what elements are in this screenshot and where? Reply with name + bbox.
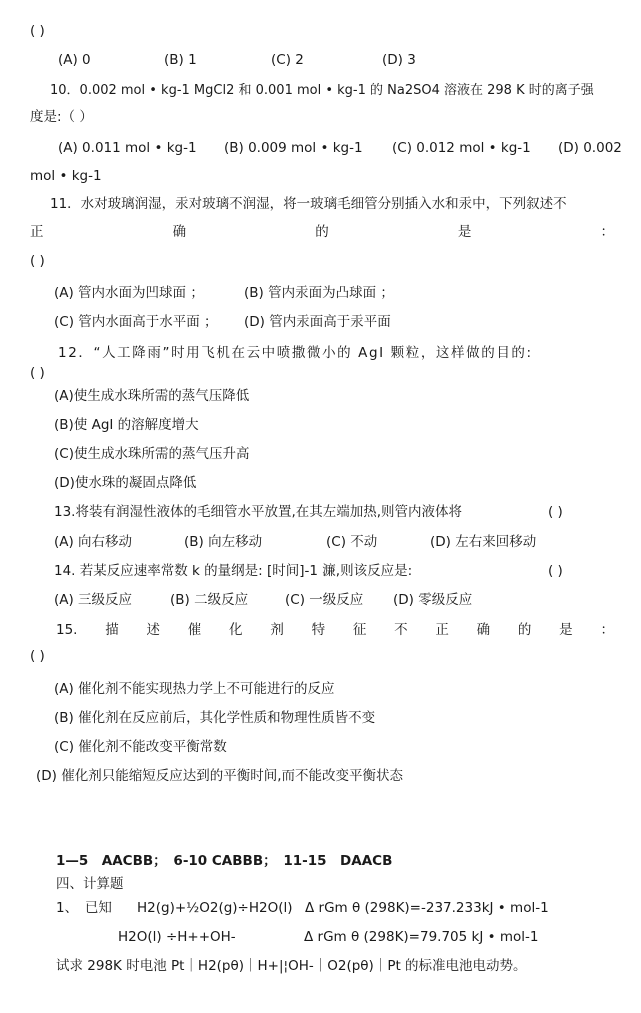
q15-word: 是 bbox=[559, 622, 573, 638]
q13-option-c: (C) 不动 bbox=[326, 534, 378, 550]
q10-stem-line1: 10．0.002 mol • kg-1 MgCl2 和 0.001 mol • kg-1 的 Na2SO4 溶液在 298 K 时的离子强 bbox=[50, 83, 594, 98]
q12-option-b: (B)使 AgI 的溶解度增大 bbox=[54, 417, 199, 433]
q9-option-c: (C) 2 bbox=[271, 52, 304, 68]
q11-word: 确 bbox=[172, 224, 187, 240]
section-heading: 四、计算题 bbox=[56, 876, 124, 892]
q15-stem-line1 bbox=[56, 621, 614, 639]
q15-answer-paren: ( ) bbox=[30, 648, 45, 664]
calc-q1-label: 1、 已知 bbox=[56, 900, 112, 916]
q15-word: 15. bbox=[56, 622, 78, 638]
q15-word: 描 bbox=[105, 622, 119, 638]
q12-option-d: (D)使水珠的凝固点降低 bbox=[54, 475, 197, 491]
q15-word: 确 bbox=[476, 622, 491, 638]
calc-q1-gibbs1: Δ rGm θ (298K)=-237.233kJ • mol-1 bbox=[305, 900, 549, 916]
q9-option-d: (D) 3 bbox=[382, 52, 416, 68]
q9-answer-paren: ( ) bbox=[30, 23, 45, 39]
q15-word: ： bbox=[600, 622, 614, 638]
q10-option-b: (B) 0.009 mol • kg-1 bbox=[224, 140, 363, 156]
q11-option-a: (A) 管内水面为凹球面 ； bbox=[54, 285, 204, 301]
q15-word: 不 bbox=[394, 622, 408, 638]
q15-word: 述 bbox=[146, 622, 161, 638]
q11-stem-line2 bbox=[30, 223, 614, 241]
q15-word: 剂 bbox=[270, 622, 284, 638]
calc-q1-gibbs2: Δ rGm θ (298K)=79.705 kJ • mol-1 bbox=[304, 929, 539, 945]
q11-option-b: (B) 管内汞面为凸球面 ； bbox=[244, 285, 394, 301]
q10-option-a: (A) 0.011 mol • kg-1 bbox=[58, 140, 197, 156]
q10-option-d-unit: mol • kg-1 bbox=[30, 168, 102, 184]
q14-option-b: (B) 二级反应 bbox=[170, 592, 249, 608]
q15-option-a: (A) 催化剂不能实现热力学上不可能进行的反应 bbox=[54, 681, 335, 697]
q11-option-c: (C) 管内水面高于水平面 ； bbox=[54, 314, 218, 330]
q13-option-a: (A) 向右移动 bbox=[54, 534, 133, 550]
q15-word: 正 bbox=[435, 622, 449, 638]
q12-option-a: (A)使生成水珠所需的蒸气压降低 bbox=[54, 388, 250, 404]
q14-option-a: (A) 三级反应 bbox=[54, 592, 133, 608]
q11-stem-line1: 11．水对玻璃润湿，汞对玻璃不润湿，将一玻璃毛细管分别插入水和汞中，下列叙述不 bbox=[50, 196, 567, 212]
q12-answer-paren: ( ) bbox=[30, 365, 45, 381]
calc-q1-reaction1: H2(g)+½O2(g)÷H2O(l) bbox=[137, 900, 293, 916]
q15-word: 催 bbox=[187, 622, 202, 638]
q13-stem: 13.将装有润湿性液体的毛细管水平放置,在其左端加热,则管内液体将 bbox=[54, 504, 463, 520]
q15-option-d: (D) 催化剂只能缩短反应达到的平衡时间,而不能改变平衡状态 bbox=[36, 768, 404, 784]
q15-word: 的 bbox=[517, 622, 532, 638]
q10-stem-line2: 度是:（ ） bbox=[30, 109, 93, 125]
q11-word: 的 bbox=[315, 224, 329, 240]
q9-option-b: (B) 1 bbox=[164, 52, 197, 68]
answer-key: 1—5 AACBB； 6-10 CABBB； 11-15 DAACB bbox=[56, 853, 393, 869]
q14-answer-paren: ( ) bbox=[548, 563, 563, 579]
q11-word: 是 bbox=[457, 224, 472, 240]
q14-option-c: (C) 一级反应 bbox=[285, 592, 364, 608]
q15-option-c: (C) 催化剂不能改变平衡常数 bbox=[54, 739, 227, 755]
calc-q1-reaction2: H2O(l) ÷H++OH- bbox=[118, 929, 236, 945]
q11-option-d: (D) 管内汞面高于汞平面 bbox=[244, 314, 391, 330]
q11-answer-paren: ( ) bbox=[30, 253, 45, 269]
q13-option-b: (B) 向左移动 bbox=[184, 534, 263, 550]
q13-answer-paren: ( ) bbox=[548, 504, 563, 520]
q15-word: 征 bbox=[352, 622, 367, 638]
q9-option-a: (A) 0 bbox=[58, 52, 91, 68]
q15-word: 特 bbox=[311, 622, 326, 638]
q13-option-d: (D) 左右来回移动 bbox=[430, 534, 537, 550]
q12-stem-line1: 12．“人工降雨”时用飞机在云中喷撒微小的 AgI 颗粒，这样做的目的: bbox=[58, 345, 533, 361]
calc-q1-question: 试求 298K 时电池 Pt｜H2(pθ)｜H+|¦OH-｜O2(pθ)｜Pt 的标准电池电动势。 bbox=[56, 958, 527, 974]
q14-option-d: (D) 零级反应 bbox=[393, 592, 473, 608]
q10-option-d: (D) 0.002 bbox=[558, 140, 622, 156]
q11-word: 正 bbox=[30, 224, 44, 240]
q11-word: ： bbox=[600, 224, 614, 240]
q15-word: 化 bbox=[229, 622, 243, 638]
q15-option-b: (B) 催化剂在反应前后，其化学性质和物理性质皆不变 bbox=[54, 710, 376, 726]
q14-stem: 14. 若某反应速率常数 k 的量纲是: [时间]-1 濂,则该反应是: bbox=[54, 563, 413, 579]
q12-option-c: (C)使生成水珠所需的蒸气压升高 bbox=[54, 446, 250, 462]
q10-option-c: (C) 0.012 mol • kg-1 bbox=[392, 140, 531, 156]
